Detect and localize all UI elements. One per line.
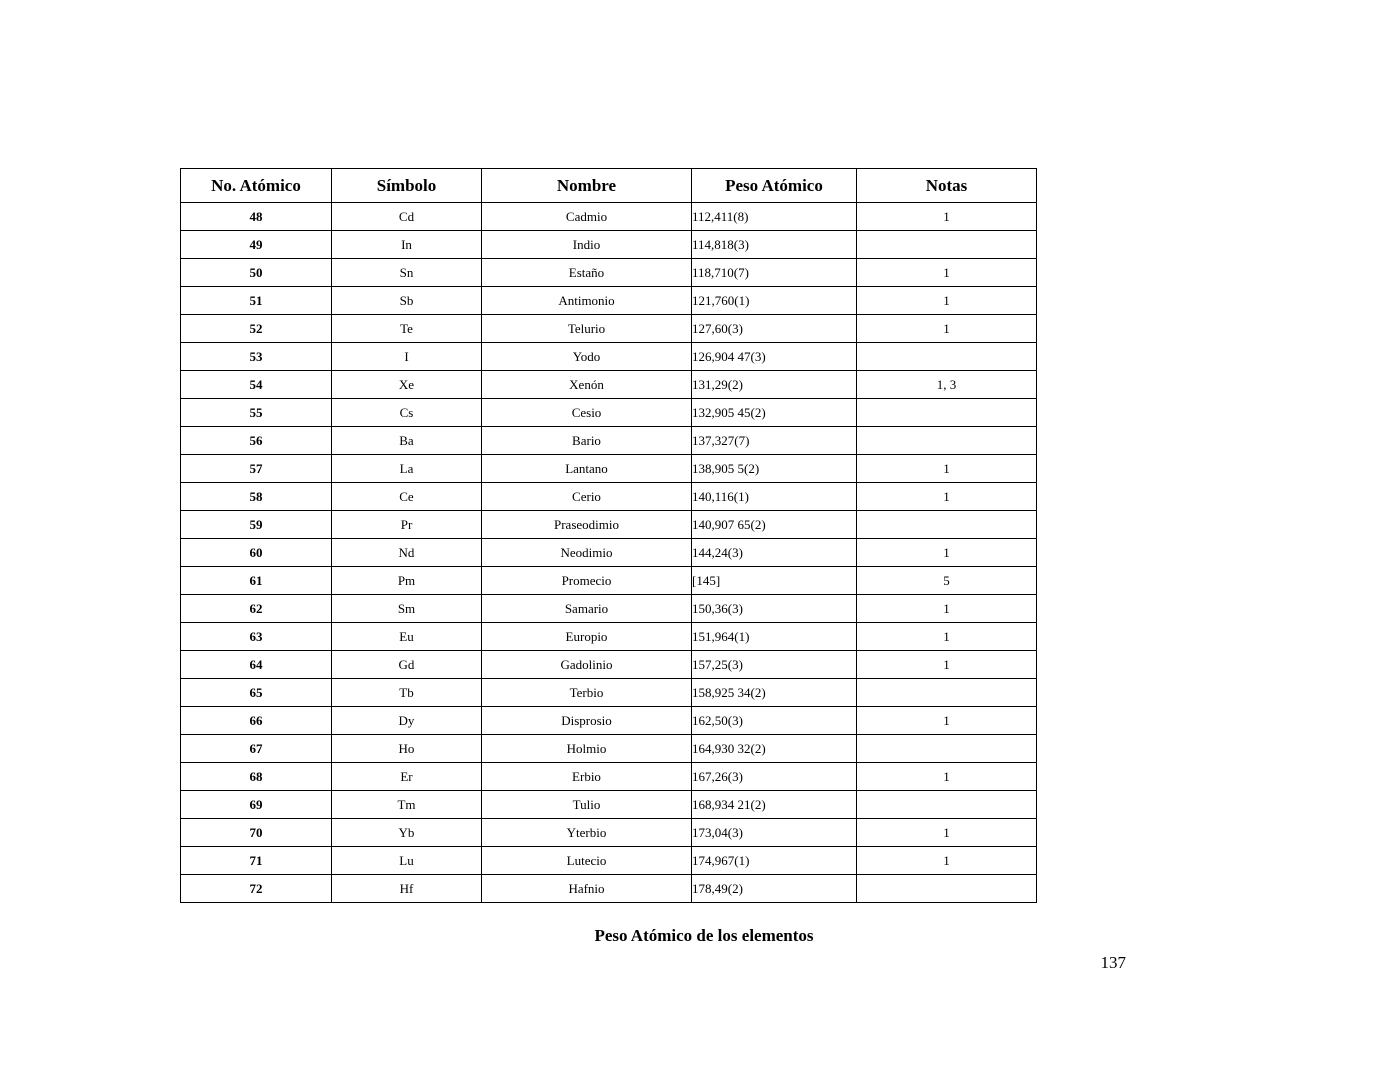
cell-symbol: I [332,343,482,371]
cell-notes: 5 [857,567,1037,595]
cell-atomic-number: 69 [181,791,332,819]
cell-notes [857,399,1037,427]
table-header [181,169,1037,203]
cell-atomic-number: 56 [181,427,332,455]
table-row [181,231,1037,259]
cell-name: Erbio [482,763,692,791]
cell-notes: 1 [857,539,1037,567]
cell-notes [857,511,1037,539]
cell-symbol: Pr [332,511,482,539]
table-row [181,399,1037,427]
table-row [181,287,1037,315]
cell-atomic-number: 59 [181,511,332,539]
table-row [181,371,1037,399]
cell-notes: 1 [857,315,1037,343]
cell-name: Europio [482,623,692,651]
cell-notes: 1, 3 [857,371,1037,399]
cell-notes: 1 [857,819,1037,847]
header-notes: Notas [857,169,1037,203]
cell-name: Gadolinio [482,651,692,679]
cell-name: Bario [482,427,692,455]
table-row [181,595,1037,623]
table-row [181,427,1037,455]
cell-atomic-weight: 131,29(2) [692,371,857,399]
cell-notes: 1 [857,847,1037,875]
cell-notes [857,231,1037,259]
cell-atomic-number: 53 [181,343,332,371]
cell-notes: 1 [857,455,1037,483]
cell-atomic-number: 63 [181,623,332,651]
cell-symbol: La [332,455,482,483]
cell-name: Cerio [482,483,692,511]
cell-atomic-number: 65 [181,679,332,707]
cell-symbol: Eu [332,623,482,651]
cell-atomic-weight: [145] [692,567,857,595]
cell-atomic-weight: 157,25(3) [692,651,857,679]
cell-atomic-weight: 162,50(3) [692,707,857,735]
table-row [181,819,1037,847]
cell-notes [857,735,1037,763]
cell-notes: 1 [857,483,1037,511]
page-number: 137 [1100,953,1126,972]
cell-notes: 1 [857,707,1037,735]
cell-notes: 1 [857,287,1037,315]
cell-atomic-weight: 150,36(3) [692,595,857,623]
table-row [181,679,1037,707]
cell-symbol: Hf [332,875,482,903]
cell-name: Samario [482,595,692,623]
table-row [181,847,1037,875]
cell-name: Terbio [482,679,692,707]
cell-atomic-number: 58 [181,483,332,511]
cell-symbol: In [332,231,482,259]
cell-atomic-weight: 112,411(8) [692,203,857,231]
cell-name: Lantano [482,455,692,483]
cell-atomic-weight: 140,907 65(2) [692,511,857,539]
cell-name: Lutecio [482,847,692,875]
cell-atomic-number: 55 [181,399,332,427]
table-caption: Peso Atómico de los elementos [594,926,814,945]
cell-atomic-number: 51 [181,287,332,315]
cell-notes [857,427,1037,455]
cell-atomic-number: 72 [181,875,332,903]
cell-notes: 1 [857,623,1037,651]
header-atomic-weight: Peso Atómico [692,169,857,203]
cell-notes [857,343,1037,371]
cell-atomic-weight: 114,818(3) [692,231,857,259]
cell-name: Antimonio [482,287,692,315]
cell-atomic-weight: 118,710(7) [692,259,857,287]
table-row [181,511,1037,539]
cell-symbol: Xe [332,371,482,399]
cell-symbol: Ce [332,483,482,511]
cell-atomic-weight: 140,116(1) [692,483,857,511]
cell-symbol: Cs [332,399,482,427]
cell-atomic-number: 57 [181,455,332,483]
cell-name: Cesio [482,399,692,427]
cell-atomic-weight: 132,905 45(2) [692,399,857,427]
table-row [181,343,1037,371]
cell-atomic-weight: 168,934 21(2) [692,791,857,819]
cell-atomic-number: 52 [181,315,332,343]
table-body [181,203,1037,903]
cell-name: Indio [482,231,692,259]
cell-atomic-number: 48 [181,203,332,231]
cell-atomic-number: 71 [181,847,332,875]
table-row [181,623,1037,651]
cell-atomic-weight: 167,26(3) [692,763,857,791]
table-row [181,707,1037,735]
cell-symbol: Cd [332,203,482,231]
table-row [181,735,1037,763]
cell-name: Holmio [482,735,692,763]
cell-symbol: Te [332,315,482,343]
cell-symbol: Ho [332,735,482,763]
cell-atomic-weight: 164,930 32(2) [692,735,857,763]
table-row [181,651,1037,679]
cell-atomic-weight: 178,49(2) [692,875,857,903]
table-row [181,483,1037,511]
cell-atomic-number: 68 [181,763,332,791]
cell-notes: 1 [857,259,1037,287]
cell-name: Yodo [482,343,692,371]
header-name: Nombre [482,169,692,203]
cell-symbol: Sm [332,595,482,623]
cell-atomic-number: 49 [181,231,332,259]
table-row [181,791,1037,819]
table-row [181,315,1037,343]
cell-notes [857,875,1037,903]
table-row [181,455,1037,483]
cell-symbol: Er [332,763,482,791]
cell-name: Tulio [482,791,692,819]
cell-atomic-number: 60 [181,539,332,567]
cell-notes: 1 [857,595,1037,623]
table-row [181,567,1037,595]
cell-name: Praseodimio [482,511,692,539]
table-row [181,875,1037,903]
header-symbol: Símbolo [332,169,482,203]
cell-atomic-number: 62 [181,595,332,623]
cell-symbol: Tb [332,679,482,707]
cell-symbol: Gd [332,651,482,679]
cell-symbol: Tm [332,791,482,819]
cell-name: Promecio [482,567,692,595]
cell-notes: 1 [857,203,1037,231]
cell-atomic-weight: 126,904 47(3) [692,343,857,371]
atomic-weight-table [180,168,1037,903]
cell-symbol: Lu [332,847,482,875]
cell-name: Xenón [482,371,692,399]
cell-symbol: Sn [332,259,482,287]
table-row [181,259,1037,287]
cell-notes [857,679,1037,707]
header-row [181,169,1037,203]
cell-name: Hafnio [482,875,692,903]
cell-atomic-number: 66 [181,707,332,735]
cell-name: Cadmio [482,203,692,231]
cell-symbol: Pm [332,567,482,595]
cell-name: Disprosio [482,707,692,735]
cell-atomic-number: 67 [181,735,332,763]
cell-name: Yterbio [482,819,692,847]
cell-atomic-weight: 173,04(3) [692,819,857,847]
table-row [181,763,1037,791]
cell-symbol: Nd [332,539,482,567]
cell-symbol: Dy [332,707,482,735]
cell-atomic-weight: 138,905 5(2) [692,455,857,483]
header-atomic-number: No. Atómico [181,169,332,203]
cell-atomic-weight: 174,967(1) [692,847,857,875]
cell-name: Estaño [482,259,692,287]
cell-symbol: Ba [332,427,482,455]
cell-atomic-weight: 151,964(1) [692,623,857,651]
cell-atomic-weight: 127,60(3) [692,315,857,343]
cell-name: Telurio [482,315,692,343]
cell-symbol: Yb [332,819,482,847]
cell-symbol: Sb [332,287,482,315]
cell-atomic-number: 61 [181,567,332,595]
cell-name: Neodimio [482,539,692,567]
cell-atomic-weight: 144,24(3) [692,539,857,567]
cell-atomic-number: 54 [181,371,332,399]
cell-atomic-number: 64 [181,651,332,679]
cell-atomic-number: 50 [181,259,332,287]
cell-notes: 1 [857,763,1037,791]
cell-notes: 1 [857,651,1037,679]
cell-atomic-weight: 121,760(1) [692,287,857,315]
cell-notes [857,791,1037,819]
cell-atomic-weight: 137,327(7) [692,427,857,455]
cell-atomic-weight: 158,925 34(2) [692,679,857,707]
table-row [181,539,1037,567]
cell-atomic-number: 70 [181,819,332,847]
table-row [181,203,1037,231]
